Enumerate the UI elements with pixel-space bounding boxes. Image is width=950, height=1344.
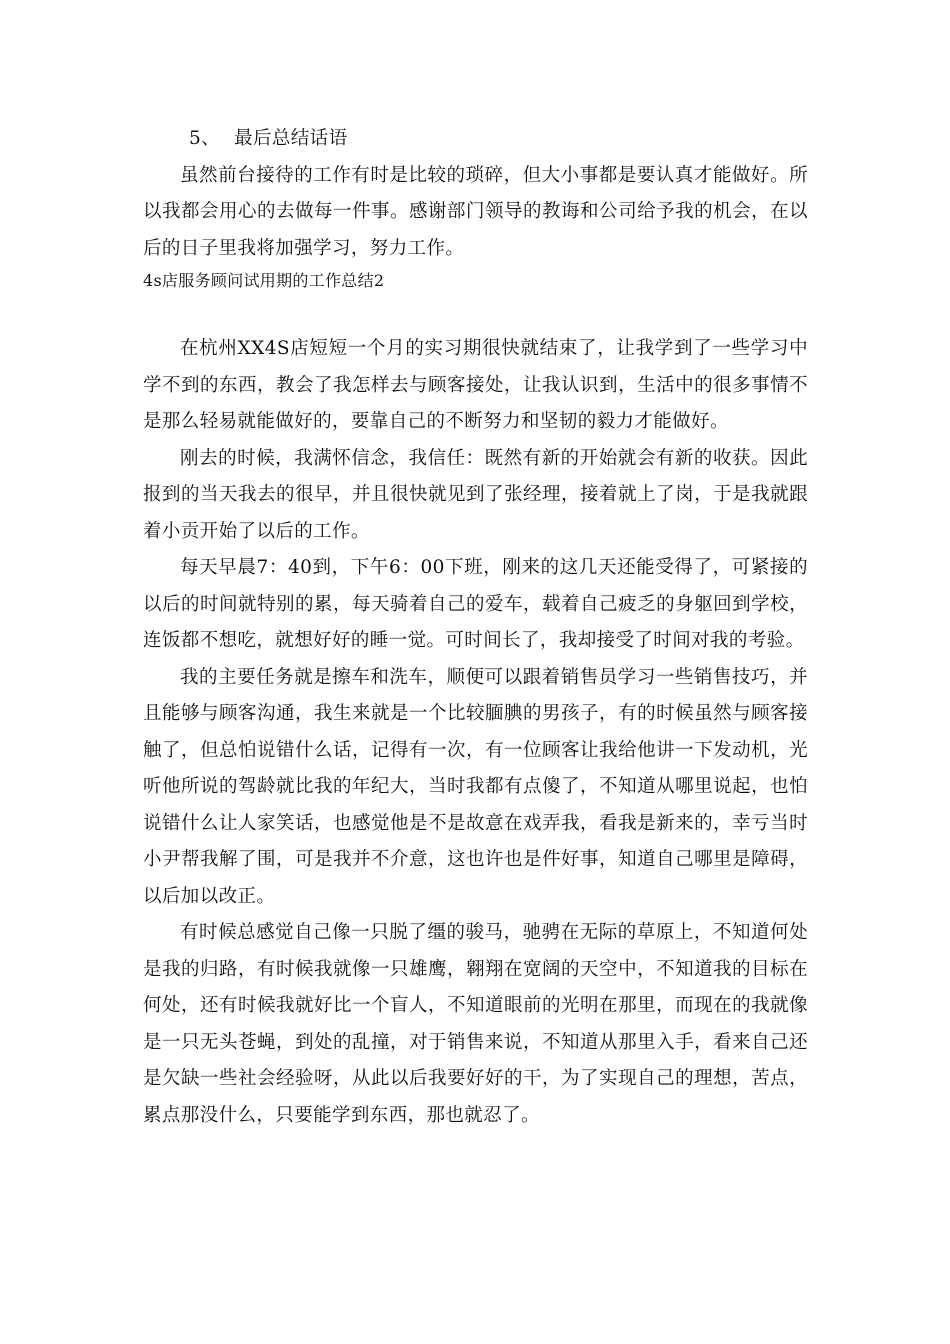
item-5-block [143, 121, 808, 267]
paragraph-1: 在杭州XX4S店短短一个月的实习期很快就结束了，让我学到了一些学习中学不到的东西，教会了我怎样去与顾客接处，让我认识到，生活中的很多事情不是那么轻易就能做好的，要靠自己的不断努力和坚韧的毅力才能做好。 [143, 338, 808, 432]
item-5-heading-text: 最后总结话语 [234, 128, 348, 149]
section-title: 4s店服务顾问试用期的工作总结2 [143, 271, 385, 290]
item-5-heading [143, 121, 808, 158]
paragraph-3: 每天早晨7：40到，下午6：00下班，刚来的这几天还能受得了，可紧接的以后的时间就特别的累，每天骑着自己的爱车，载着自己疲乏的身躯回到学校，连饭都不想吃，就想好好的睡一觉。可时间长了，我却接受了时间对我的考验。 [143, 557, 808, 651]
body-text [143, 331, 808, 1134]
paragraph-5: 有时候总感觉自己像一只脱了缰的骏马，驰骋在无际的草原上，不知道何处是我的归路，有时候我就像一只雄鹰，翱翔在宽阔的天空中，不知道我的目标在何处，还有时候我就好比一个盲人，不知道眼前的光明在那里，而现在的我就像是一只无头苍蝇，到处的乱撞，对于销售来说，不知道从那里入手，看来自己还是欠缺一些社会经验呀，从此以后我要好好的干，为了实现自己的理想，苦点，累点那没什么，只要能学到东西，那也就忍了。 [143, 922, 808, 1126]
item-5-number: 5、 [189, 128, 221, 149]
paragraph-2: 刚去的时候，我满怀信念，我信任：既然有新的开始就会有新的收获。因此报到的当天我去的很早，并且很快就见到了张经理，接着就上了岗，于是我就跟着小贡开始了以后的工作。 [143, 447, 808, 542]
paragraph-4: 我的主要任务就是擦车和洗车，顺便可以跟着销售员学习一些销售技巧，并且能够与顾客沟通，我生来就是一个比较腼腆的男孩子，有的时候虽然与顾客接触了，但总怕说错什么话，记得有一次，有一位顾客让我给他讲一下发动机，光听他所说的驾龄就比我的年纪大，当时我都有点傻了，不知道从哪里说起，也怕说错什么让人家笑话，也感觉他是不是故意在戏弄我，看我是新来的，幸亏当时小尹帮我解了围，可是我并不介意，这也许也是件好事，知道自己哪里是障碍，以后加以改正。 [143, 666, 808, 907]
item-5-paragraph: 虽然前台接待的工作有时是比较的琐碎，但大小事都是要认真才能做好。所以我都会用心的去做每一件事。感谢部门领导的教诲和公司给予我的机会，在以后的日子里我将加强学习，努力工作。 [143, 164, 808, 259]
